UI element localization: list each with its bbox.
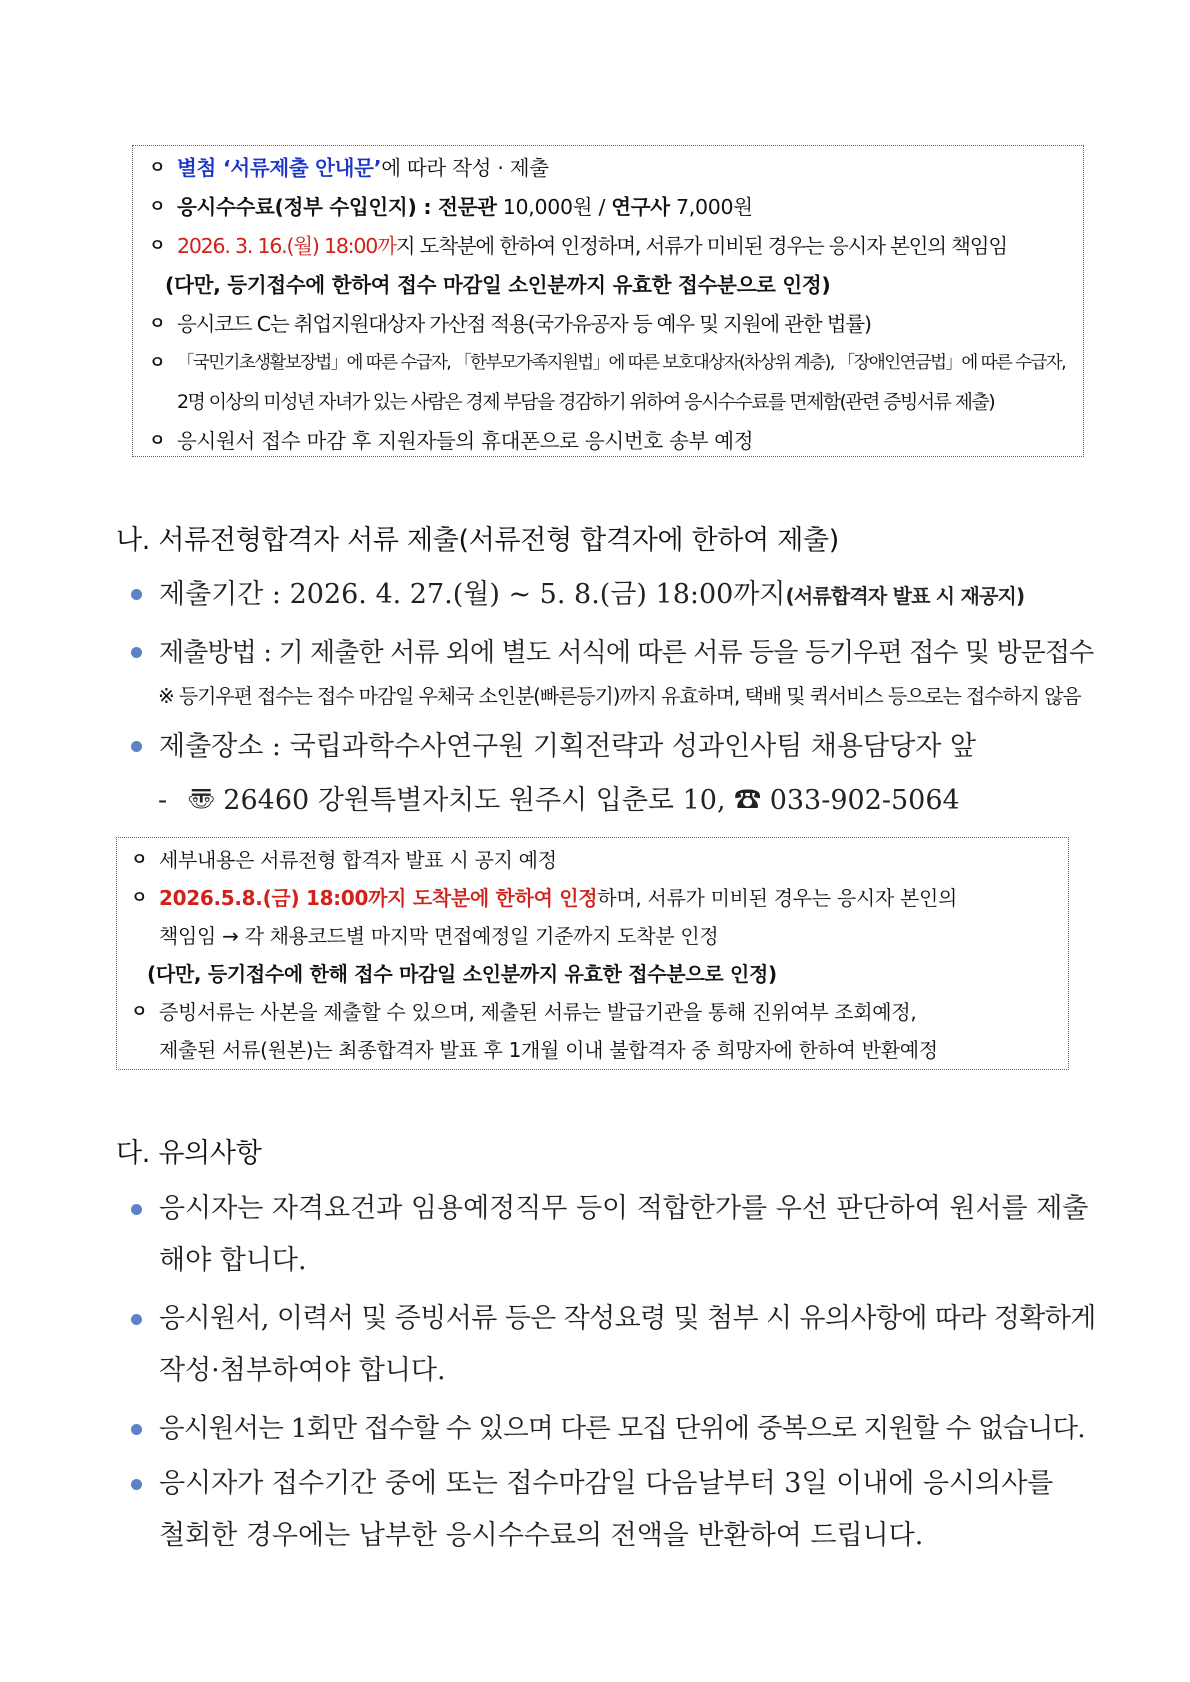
submission-place: 제출장소 : 국립과학수사연구원 기획전략과 성과인사팀 채용담당자 앞: [159, 731, 976, 762]
circle-bullet-icon: ㅇ: [149, 197, 166, 217]
box2-line-2: [129, 879, 1058, 917]
circle-bullet-icon: ㅇ: [149, 353, 166, 373]
bullet-icon: [131, 741, 142, 752]
submission-period-note: (서류합격자 발표 시 재공지): [785, 584, 1025, 608]
fee-researcher: 7,000원: [669, 195, 753, 219]
fee-expert: 10,000원 /: [496, 195, 612, 219]
deadline-text: 지 도착분에 한하여 인정하며, 서류가 미비된 경우는 응시자 본인의 책임임: [395, 234, 1007, 258]
section-title-precautions: 다. 유의사항: [116, 1138, 262, 1169]
box2-line-3: 책임임 → 각 채용코드별 마지막 면접예정일 기준까지 도착분 인정: [159, 924, 719, 948]
postal-icon: 〠: [187, 785, 215, 816]
caution-4-line-2: 철회한 경우에는 납부한 응시수수료의 전액을 반환하여 드립니다.: [159, 1520, 924, 1551]
box1-line-5: [147, 305, 1071, 344]
phone-icon: ☎: [734, 785, 762, 816]
mail-reference-note: ※ 등기우편 접수는 접수 마감일 우체국 소인분(빠른등기)까지 유효하며, 택배 및 퀵서비스 등으로는 접수하지 않음: [158, 684, 1081, 708]
details-notice: 세부내용은 서류전형 합격자 발표 시 공지 예정: [159, 848, 557, 872]
submission-details-box: [116, 837, 1069, 1070]
circle-bullet-icon: ㅇ: [131, 850, 148, 870]
box1-line-8: [147, 422, 1071, 461]
deadline-date: 2026. 3. 16.(월) 18:00까: [177, 234, 396, 258]
circle-bullet-icon: ㅇ: [149, 236, 165, 256]
application-info-box: [132, 145, 1084, 457]
submission-method: 제출방법 : 기 제출한 서류 외에 별도 서식에 따른 서류 등을 등기우편 접수 및 방문접수: [159, 638, 1094, 668]
box1-line-3: [147, 227, 1071, 266]
box2-line-5: [129, 993, 1058, 1031]
doc-deadline-rest: 하며, 서류가 미비된 경우는 응시자 본인의: [597, 886, 958, 910]
box1-line-1-text: 에 따라 작성 · 제출: [381, 156, 549, 180]
box1-line-1: [147, 149, 1071, 188]
bullet-icon: [131, 589, 142, 600]
box2-line-6: 제출된 서류(원본)는 최종합격자 발표 후 1개월 이내 불합격자 중 희망자에 한하여 반환예정: [159, 1038, 938, 1062]
code-c-text: 응시코드 C는 취업지원대상자 가산점 적용(국가유공자 등 예우 및 지원에 관한 법률): [177, 312, 871, 336]
box2-note: (다만, 등기접수에 한해 접수 마감일 소인분까지 유효한 접수분으로 인정): [147, 962, 777, 986]
bullet-icon: [131, 1204, 142, 1215]
bullet-icon: [131, 1424, 142, 1435]
exam-number-text: 응시원서 접수 마감 후 지원자들의 휴대폰으로 응시번호 송부 예정: [177, 429, 754, 453]
circle-bullet-icon: ㅇ: [149, 431, 166, 451]
fee-label: 응시수수료(정부 수입인지) : 전문관: [177, 195, 497, 219]
caution-2-line-1: 응시원서, 이력서 및 증빙서류 등은 작성요령 및 첨부 시 유의사항에 따라 정확하게: [159, 1303, 1096, 1334]
caution-3-line-1: 응시원서는 1회만 접수할 수 있으며 다른 모집 단위에 중복으로 지원할 수 없습니다.: [159, 1413, 1085, 1444]
box1-line-6: [147, 344, 1071, 383]
caution-1-line-1: 응시자는 자격요건과 임용예정직무 등이 적합한가를 우선 판단하여 원서를 제출: [159, 1193, 1089, 1224]
address-text: 26460 강원특별자치도 원주시 입춘로 10,: [214, 785, 735, 816]
phone-number: 033-902-5064: [761, 785, 960, 816]
caution-2-line-2: 작성·첨부하여야 합니다.: [159, 1355, 446, 1386]
attachment-reference: 별첨 ‘서류제출 안내문’: [177, 156, 382, 180]
section-title-document-submission: 나. 서류전형합격자 서류 제출(서류전형 합격자에 한하여 제출): [116, 525, 839, 556]
bullet-icon: [131, 1314, 142, 1325]
submission-period: 제출기간 : 2026. 4. 27.(월) ~ 5. 8.(금) 18:00까지: [159, 579, 786, 610]
bullet-icon: [131, 647, 142, 658]
address-line: [158, 778, 960, 817]
caution-1-line-2: 해야 합니다.: [159, 1245, 307, 1276]
copy-notice: 증빙서류는 사본을 제출할 수 있으며, 제출된 서류는 발급기관을 통해 진위여부 조회예정,: [159, 1000, 917, 1024]
circle-bullet-icon: ㅇ: [149, 314, 165, 334]
circle-bullet-icon: ㅇ: [131, 1002, 148, 1022]
doc-deadline: 2026.5.8.(금) 18:00까지 도착분에 한하여 인정: [159, 886, 598, 910]
box1-line-2: [147, 188, 1071, 227]
exemption-text: 「국민기초생활보장법」에 따른 수급자, 「한부모가족지원법」에 따른 보호대상자(차상위 계층), 「장애인연금법」에 따른 수급자,: [177, 353, 1066, 373]
circle-bullet-icon: ㅇ: [131, 888, 148, 908]
bullet-icon: [131, 1479, 142, 1490]
fee-researcher-label: 연구사: [611, 195, 670, 219]
caution-4-line-1: 응시자가 접수기간 중에 또는 접수마감일 다음날부터 3일 이내에 응시의사를: [159, 1468, 1054, 1499]
box1-line-7: 2명 이상의 미성년 자녀가 있는 사람은 경제 부담을 경감하기 위하여 응시수수료를 면제함(관련 증빙서류 제출): [177, 391, 995, 413]
box1-note: (다만, 등기접수에 한하여 접수 마감일 소인분까지 유효한 접수분으로 인정): [165, 273, 831, 297]
address-dash: -: [158, 785, 168, 816]
circle-bullet-icon: ㅇ: [149, 158, 166, 178]
box2-line-1: [129, 841, 1058, 879]
